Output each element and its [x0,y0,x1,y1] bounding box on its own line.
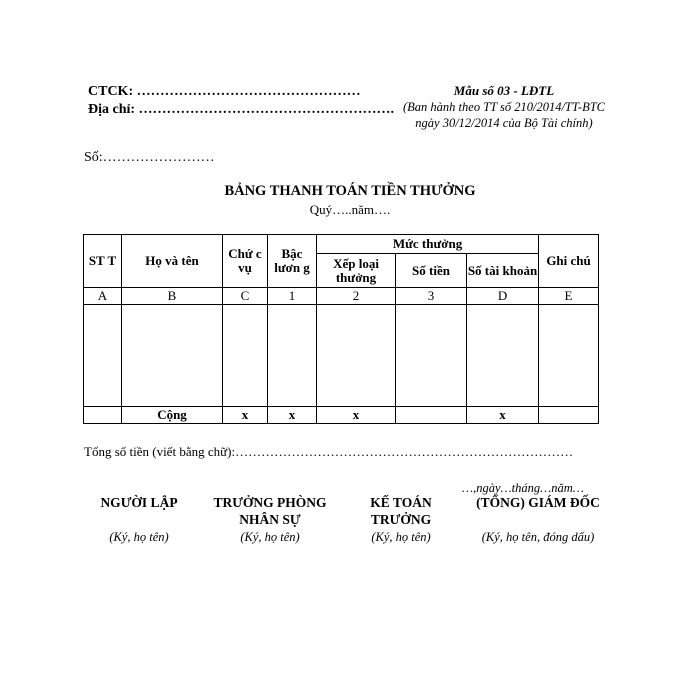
table-cell [223,305,268,407]
total-in-words: Tổng số tiền (viết bằng chữ):…………………………………………………………………… [84,444,574,459]
signature-note: (Ký, họ tên, đóng dấu) [481,530,595,544]
table-cell [539,305,599,407]
header-rating: Xếp loại thưởng [317,254,396,288]
table-cell: x [467,407,539,424]
column-code-row [84,288,599,305]
header-bonus-group: Mức thưởng [317,235,539,254]
signature-role: TRƯỞNG PHÒNG NHÂN SỰ [213,495,327,527]
date-line: …,ngày…tháng…năm… [462,481,584,495]
company-label: CTCK: ………………………………………… [88,84,361,99]
table-cell [84,305,122,407]
issued-line-2: ngày 30/12/2014 của Bộ Tài chính) [415,116,593,130]
header-amount: Số tiền [396,254,467,288]
table-cell: A [84,288,122,305]
table-cell [396,305,467,407]
table-cell [317,305,396,407]
table-cell: C [223,288,268,305]
signature-director [460,494,616,511]
header-position: Chứ c vụ [223,235,268,288]
table-cell: D [467,288,539,305]
table-cell: x [223,407,268,424]
header-name: Họ và tên [122,235,223,288]
table-cell: x [268,407,317,424]
table-cell: 1 [268,288,317,305]
signature-role: (TỔNG) GIÁM ĐỐC [476,495,600,510]
total-label: Cộng [122,407,223,424]
signature-role: NGƯỜI LẬP [100,495,178,510]
header-salary-grade: Bậc lươn g [268,235,317,288]
page-subtitle: Quý…..năm…. [309,202,391,217]
table-cell: x [317,407,396,424]
page-title: BẢNG THANH TOÁN TIỀN THƯỞNG [224,183,476,199]
header-stt: ST T [84,235,122,288]
form-number: Mẫu số 03 - LĐTL [453,83,555,98]
table-cell [467,305,539,407]
table-cell: B [122,288,223,305]
header-note: Ghi chú [539,235,599,288]
signature-note: (Ký, họ tên) [240,530,300,544]
table-cell [122,305,223,407]
table-cell [84,407,122,424]
total-row [84,407,599,424]
signature-note: (Ký, họ tên) [109,530,169,544]
table-cell [268,305,317,407]
table-cell: 2 [317,288,396,305]
signature-preparer [80,494,198,511]
signature-role: KẾ TOÁN TRƯỞNG [370,495,432,527]
header-account: Số tài khoản [467,254,539,288]
company-header [88,83,394,119]
signature-note: (Ký, họ tên) [371,530,431,544]
address-label: Địa chỉ: ………………………………………………. [88,102,395,117]
blank-entry-row [84,305,599,407]
form-reference [384,83,624,131]
issued-line-1: (Ban hành theo TT số 210/2014/TT-BTC [403,100,605,114]
table-cell: E [539,288,599,305]
signature-hr-head [200,494,340,528]
table-cell [539,407,599,424]
signature-chief-accountant [346,494,456,528]
table-cell [396,407,467,424]
table-cell: 3 [396,288,467,305]
bonus-table [83,234,599,424]
document-number: Số:…………………… [84,150,215,165]
